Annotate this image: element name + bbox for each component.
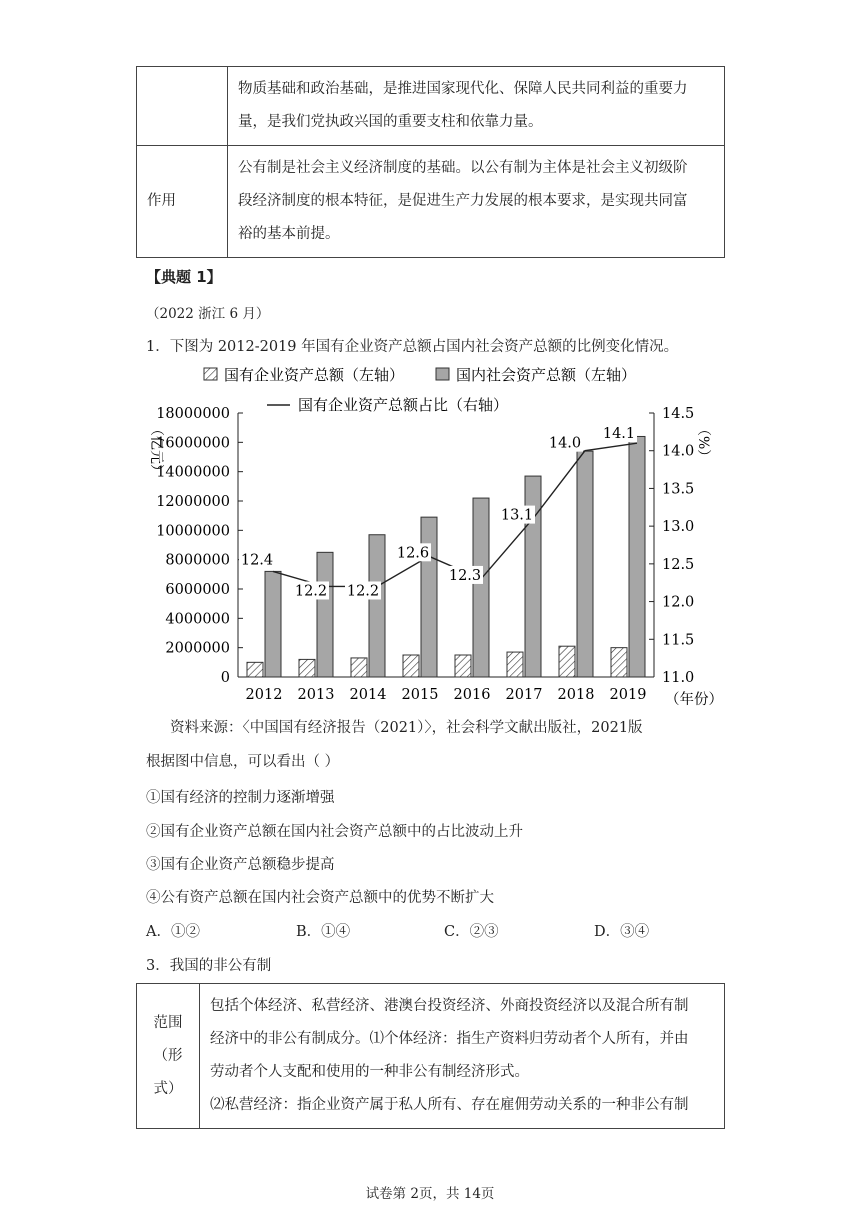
data-label: 14.0 xyxy=(548,435,582,452)
bar-social-assets xyxy=(577,451,593,677)
bar-state-assets xyxy=(351,658,367,677)
right-tick-label: 11.0 xyxy=(662,670,695,686)
concept-table xyxy=(136,66,725,258)
left-axis-label: （亿元） xyxy=(148,422,164,478)
row-content xyxy=(228,67,725,146)
data-label: 12.6 xyxy=(396,545,430,562)
label-line: 式） xyxy=(153,1080,183,1097)
table-row xyxy=(137,146,725,258)
option-b[interactable]: B．①④ xyxy=(296,924,351,940)
left-tick-label: 14000000 xyxy=(156,464,230,481)
row-label xyxy=(137,67,228,146)
bar-state-assets xyxy=(299,659,315,677)
right-tick-label: 13.5 xyxy=(662,481,695,498)
x-tick-label: 2012 xyxy=(245,687,283,703)
left-tick-label: 2000000 xyxy=(165,640,230,657)
x-tick-label: 2014 xyxy=(349,687,387,703)
option-d[interactable]: D．③④ xyxy=(594,924,650,940)
legend-label: 国有企业资产总额占比（右轴） xyxy=(298,396,509,414)
label-line: 范围 xyxy=(153,1014,183,1031)
right-tick-label: 12.0 xyxy=(662,594,695,611)
data-label: 13.1 xyxy=(500,507,534,524)
text-line: 物质基础和政治基础，是推进国家现代化、保障人民共同利益的重要力 xyxy=(238,81,688,97)
question-text: 1．下图为 2012-2019 年国有企业资产总额占国内社会资产总额的比例变化情况。 xyxy=(146,339,679,355)
text-line: 裕的基本前提。 xyxy=(238,226,340,242)
option-a[interactable]: A．①② xyxy=(146,924,200,940)
left-tick-label: 0 xyxy=(220,670,230,686)
row-content xyxy=(200,984,725,1129)
bar-state-assets xyxy=(507,652,523,677)
left-tick-label: 16000000 xyxy=(156,435,230,452)
row-content xyxy=(228,146,725,258)
statement-4: ④公有资产总额在国内社会资产总额中的优势不断扩大 xyxy=(146,890,494,906)
left-tick-label: 6000000 xyxy=(165,582,230,598)
legend-swatch-hatched xyxy=(204,368,217,380)
bar-social-assets xyxy=(421,517,437,677)
data-label: 12.3 xyxy=(448,567,482,584)
data-label: 12.2 xyxy=(294,583,328,600)
page-footer: 试卷第 2页，共 14页 xyxy=(365,1186,495,1202)
question-prompt: 根据图中信息，可以看出（ ） xyxy=(146,754,340,770)
right-tick-label: 12.5 xyxy=(662,556,695,573)
bar-social-assets xyxy=(317,552,333,677)
label-line: （形 xyxy=(153,1047,183,1064)
right-tick-label: 11.5 xyxy=(662,632,695,649)
x-axis-label: （年份） xyxy=(665,692,723,708)
left-tick-label: 10000000 xyxy=(156,523,230,540)
source-note: （2022 浙江 6 月） xyxy=(146,306,270,322)
table-row xyxy=(137,67,725,146)
chart-source: 资料来源：〈中国国有经济报告（2021）〉，社会科学文献出版社，2021版 xyxy=(170,720,643,736)
data-label: 14.1 xyxy=(602,426,636,443)
x-tick-label: 2017 xyxy=(505,687,543,703)
x-tick-label: 2019 xyxy=(609,687,647,703)
text-line: ⑵私营经济：指企业资产属于私人所有、存在雇佣劳动关系的一种非公有制 xyxy=(210,1097,689,1113)
x-tick-label: 2016 xyxy=(453,687,491,703)
legend-label: 国有企业资产总额（左轴） xyxy=(224,366,405,384)
x-tick-label: 2013 xyxy=(297,687,335,703)
right-tick-label: 13.0 xyxy=(662,519,695,536)
bar-state-assets xyxy=(455,655,471,677)
right-tick-label: 14.0 xyxy=(662,443,695,460)
right-axis-label: （%） xyxy=(695,422,711,464)
table-row xyxy=(137,984,725,1129)
bar-state-assets xyxy=(247,662,263,677)
bar-state-assets xyxy=(403,655,419,677)
statement-1: ①国有经济的控制力逐渐增强 xyxy=(146,790,335,806)
statement-2: ②国有企业资产总额在国内社会资产总额中的占比波动上升 xyxy=(146,824,523,840)
plot-area xyxy=(156,406,694,703)
bar-state-assets xyxy=(559,646,575,677)
text-line: 包括个体经济、私营经济、港澳台投资经济、外商投资经济以及混合所有制 xyxy=(210,998,689,1014)
data-label: 12.4 xyxy=(240,552,274,569)
left-tick-label: 4000000 xyxy=(165,611,230,628)
text-line: 段经济制度的根本特征，是促进生产力发展的根本要求，是实现共同富 xyxy=(238,193,688,209)
legend-swatch-gray xyxy=(436,368,449,380)
bar-social-assets xyxy=(629,436,645,677)
example-heading: 【典题 1】 xyxy=(146,268,222,286)
left-tick-label: 8000000 xyxy=(165,552,230,569)
legend-label: 国内社会资产总额（左轴） xyxy=(456,366,637,384)
option-c[interactable]: C．②③ xyxy=(444,924,499,940)
left-tick-label: 18000000 xyxy=(156,406,230,422)
asset-chart xyxy=(140,360,723,712)
right-tick-label: 14.5 xyxy=(662,406,695,422)
data-label: 12.2 xyxy=(346,583,380,600)
chart-legend xyxy=(204,366,636,414)
nonpublic-table xyxy=(136,983,725,1129)
x-tick-label: 2018 xyxy=(557,687,595,703)
text-line: 劳动者个人支配和使用的一种非公有制经济形式。 xyxy=(210,1064,529,1080)
bar-state-assets xyxy=(611,648,627,677)
text-line: 经济中的非公有制成分。⑴个体经济：指生产资料归劳动者个人所有，并由 xyxy=(210,1031,689,1047)
bar-social-assets xyxy=(265,571,281,677)
text-line: 量，是我们党执政兴国的重要支柱和依靠力量。 xyxy=(238,114,543,130)
row-label: 作用 xyxy=(137,146,228,258)
bar-social-assets xyxy=(473,498,489,677)
statement-3: ③国有企业资产总额稳步提高 xyxy=(146,857,335,873)
x-tick-label: 2015 xyxy=(401,687,439,703)
text-line: 公有制是社会主义经济制度的基础。以公有制为主体是社会主义初级阶 xyxy=(238,160,688,176)
section-title: 3．我国的非公有制 xyxy=(146,958,272,974)
left-tick-label: 12000000 xyxy=(156,494,230,510)
row-label xyxy=(137,984,200,1129)
bar-social-assets xyxy=(369,535,385,677)
